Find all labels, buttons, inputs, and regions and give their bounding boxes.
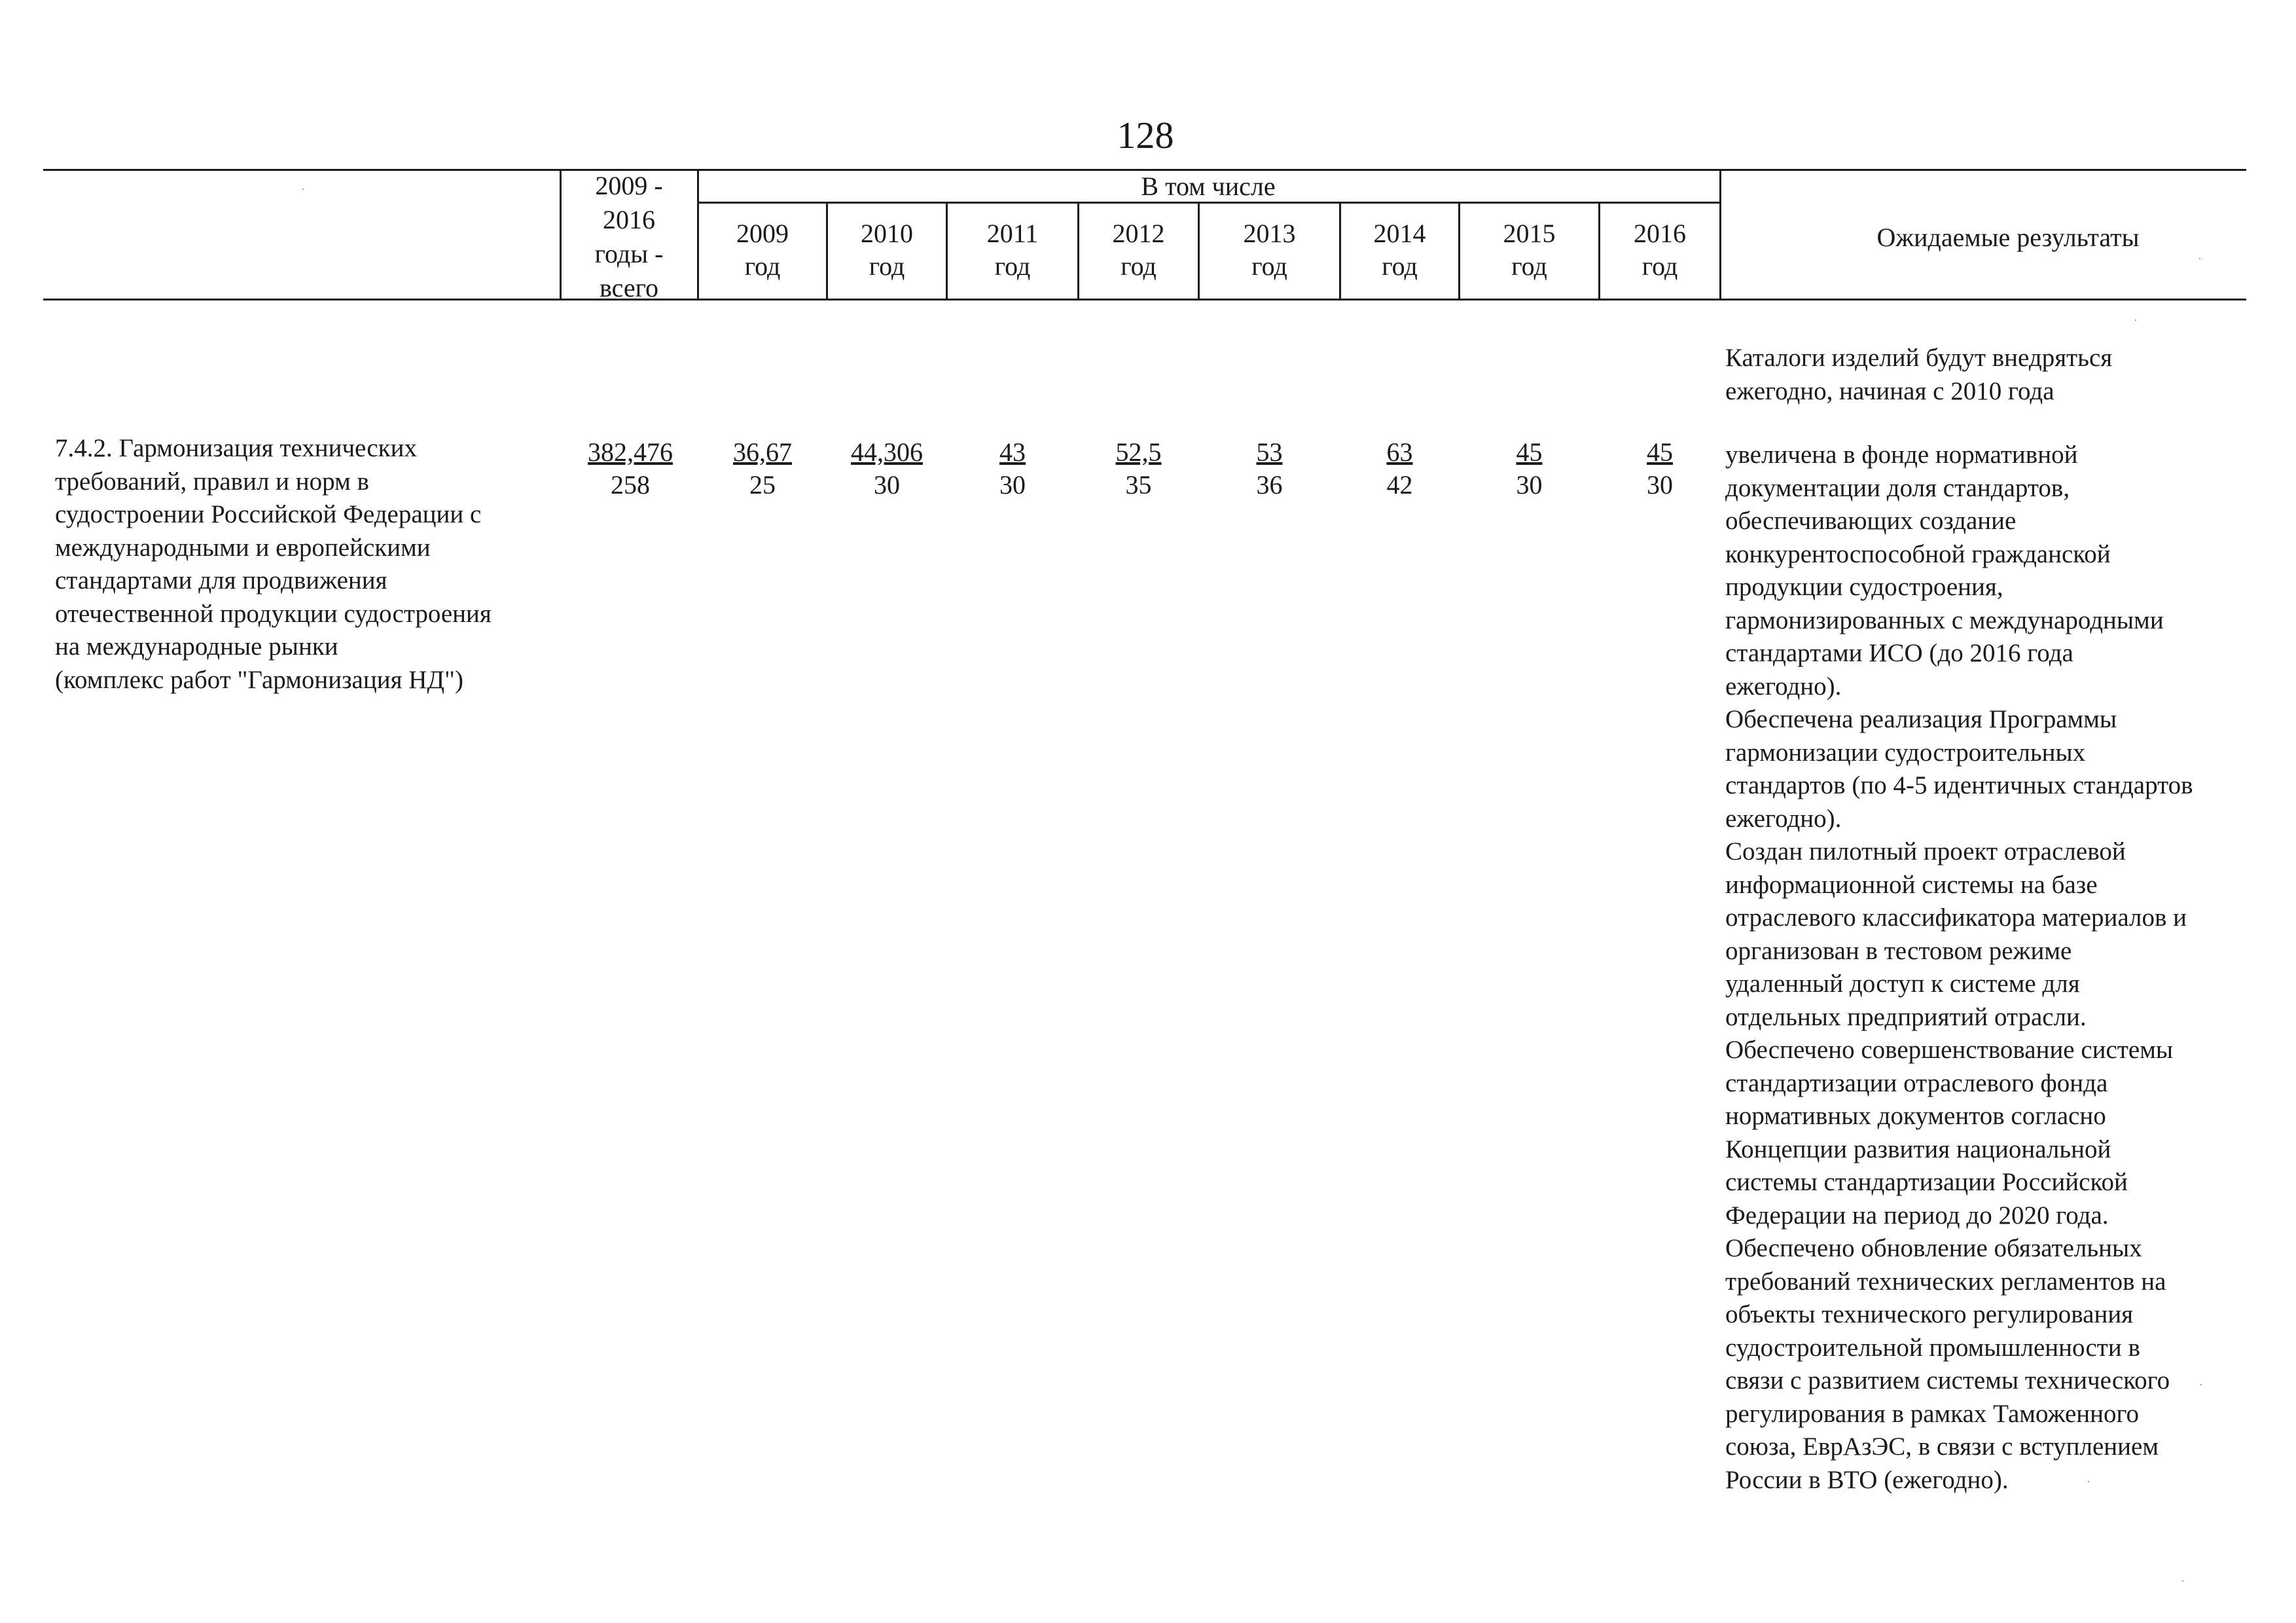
value-2010	[828, 436, 946, 501]
result-line: объекты технического регулирования	[1725, 1300, 2134, 1328]
task-title-line: стандартами для продвижения	[55, 566, 387, 594]
result-line: Обеспечено совершенствование системы	[1725, 1036, 2174, 1064]
value-upper: 52,5	[1115, 437, 1162, 467]
value-2009	[699, 436, 826, 501]
task-title-line: отечественной продукции судостроения	[55, 599, 492, 628]
value-2014	[1341, 436, 1458, 501]
header-year-2014	[1341, 217, 1458, 283]
header-total-line: всего	[599, 273, 659, 302]
value-upper: 36,67	[733, 437, 792, 467]
value-upper: 63	[1386, 437, 1413, 467]
result-line: стандартов (по 4-5 идентичных стандартов	[1725, 771, 2193, 799]
value-upper: 45	[1647, 437, 1673, 467]
header-year-2013	[1200, 217, 1339, 283]
result-line: удаленный доступ к системе для	[1725, 970, 2080, 998]
header-year-label: 2012	[1112, 219, 1165, 248]
header-year-label: 2015	[1503, 219, 1556, 248]
header-year-2010	[828, 217, 946, 283]
value-upper: 45	[1516, 437, 1543, 467]
result-line: стандартами ИСО (до 2016 года	[1725, 639, 2073, 667]
task-title-line: (комплекс работ "Гармонизация НД")	[55, 665, 463, 694]
header-total-years	[560, 169, 698, 305]
value-lower: 258	[611, 470, 650, 500]
value-upper: 43	[999, 437, 1026, 467]
header-total-line: годы -	[594, 239, 664, 268]
task-title-line: требований, правил и норм в	[55, 467, 369, 496]
result-line: Концепции развития национальной	[1725, 1135, 2111, 1163]
result-line: организован в тестовом режиме	[1725, 936, 2072, 965]
note-line: Каталоги изделий будут внедряться	[1725, 344, 2113, 372]
value-lower: 25	[749, 470, 776, 500]
result-line: гармонизированных с международными	[1725, 606, 2164, 634]
value-2013	[1200, 436, 1339, 501]
value-lower: 30	[874, 470, 900, 500]
result-line: ежегодно).	[1725, 672, 1842, 701]
value-lower: 30	[1647, 470, 1673, 500]
result-line: гармонизации судостроительных	[1725, 738, 2086, 767]
value-lower: 35	[1125, 470, 1152, 500]
value-2015	[1460, 436, 1598, 501]
result-line: связи с развитием системы технического	[1725, 1366, 2170, 1395]
value-upper: 382,476	[588, 437, 673, 467]
scan-speck	[2200, 1384, 2202, 1385]
header-year-2011	[948, 217, 1077, 283]
value-lower: 30	[1516, 470, 1543, 500]
header-year-unit: год	[1382, 251, 1418, 281]
header-year-2012	[1079, 217, 1198, 283]
scan-speck	[2088, 1481, 2089, 1482]
result-line: судостроительной промышленности в	[1725, 1333, 2140, 1362]
header-total-line: 2009 -	[595, 171, 663, 200]
header-total-line: 2016	[603, 205, 655, 234]
value-lower: 36	[1256, 470, 1283, 500]
result-line: ежегодно).	[1725, 804, 1842, 833]
result-line: документации доля стандартов,	[1725, 473, 2070, 502]
result-line: регулирования в рамках Таможенного	[1725, 1399, 2140, 1428]
task-title-line: судостроении Российской Федерации с	[55, 500, 482, 528]
result-line: системы стандартизации Российской	[1725, 1168, 2128, 1196]
header-year-unit: год	[869, 251, 905, 281]
header-year-unit: год	[1511, 251, 1547, 281]
result-line: отдельных предприятий отрасли.	[1725, 1002, 2087, 1031]
expected-results-text	[1725, 439, 2295, 1497]
header-year-label: 2011	[986, 219, 1039, 248]
task-title-line: на международные рынки	[55, 632, 338, 661]
task-title-line: международными и европейскими	[55, 533, 431, 562]
scan-speck	[2199, 258, 2200, 259]
result-line: обеспечивающих создание	[1725, 507, 2017, 535]
result-line: нормативных документов согласно	[1725, 1102, 2106, 1130]
header-year-label: 2013	[1243, 219, 1296, 248]
value-2016	[1600, 436, 1719, 501]
task-title-line: 7.4.2. Гармонизация технических	[55, 434, 417, 462]
task-title	[55, 432, 552, 697]
page-number: 128	[1117, 114, 1174, 156]
header-year-2015	[1460, 217, 1598, 283]
header-bottom-rule	[43, 299, 2246, 301]
value-lower: 30	[999, 470, 1026, 500]
result-line: увеличена в фонде нормативной	[1725, 441, 2078, 469]
header-including: В том числе	[1141, 172, 1276, 201]
result-line: требований технических регламентов на	[1725, 1267, 2166, 1296]
result-line: конкурентоспособной гражданской	[1725, 539, 2111, 568]
header-year-2009	[699, 217, 826, 283]
result-line: России в ВТО (ежегодно).	[1725, 1465, 2009, 1494]
header-year-unit: год	[1641, 251, 1678, 281]
header-year-unit: год	[994, 251, 1031, 281]
value-total	[568, 436, 692, 501]
result-line: Обеспечена реализация Программы	[1725, 705, 2117, 733]
result-line: информационной системы на базе	[1725, 870, 2098, 899]
header-expected-results: Ожидаемые результаты	[1876, 223, 2140, 252]
result-line: стандартизации отраслевого фонда	[1725, 1068, 2108, 1097]
scan-speck	[2135, 319, 2136, 321]
header-year-label: 2014	[1373, 219, 1426, 248]
scan-speck	[2182, 1580, 2183, 1582]
result-line: Федерации на период до 2020 года.	[1725, 1201, 2109, 1230]
header-year-unit: год	[744, 251, 781, 281]
header-year-label: 2016	[1634, 219, 1686, 248]
header-year-unit: год	[1121, 251, 1157, 281]
result-line: Обеспечено обновление обязательных	[1725, 1234, 2142, 1262]
value-2011	[948, 436, 1077, 501]
note-line: ежегодно, начиная с 2010 года	[1725, 376, 2054, 405]
value-2012	[1079, 436, 1198, 501]
value-upper: 44,306	[851, 437, 923, 467]
result-line: союза, ЕврАзЭС, в связи с вступлением	[1725, 1432, 2159, 1461]
result-line: Создан пилотный проект отраслевой	[1725, 837, 2126, 866]
header-year-unit: год	[1251, 251, 1287, 281]
result-line: отраслевого классификатора материалов и	[1725, 903, 2187, 932]
header-year-2016	[1600, 217, 1719, 283]
value-upper: 53	[1256, 437, 1283, 467]
header-year-label: 2009	[736, 219, 789, 248]
carryover-note	[1725, 342, 2288, 408]
header-year-label: 2010	[861, 219, 913, 248]
scan-speck	[302, 189, 304, 190]
result-line: продукции судостроения,	[1725, 573, 2003, 601]
value-lower: 42	[1386, 470, 1413, 500]
